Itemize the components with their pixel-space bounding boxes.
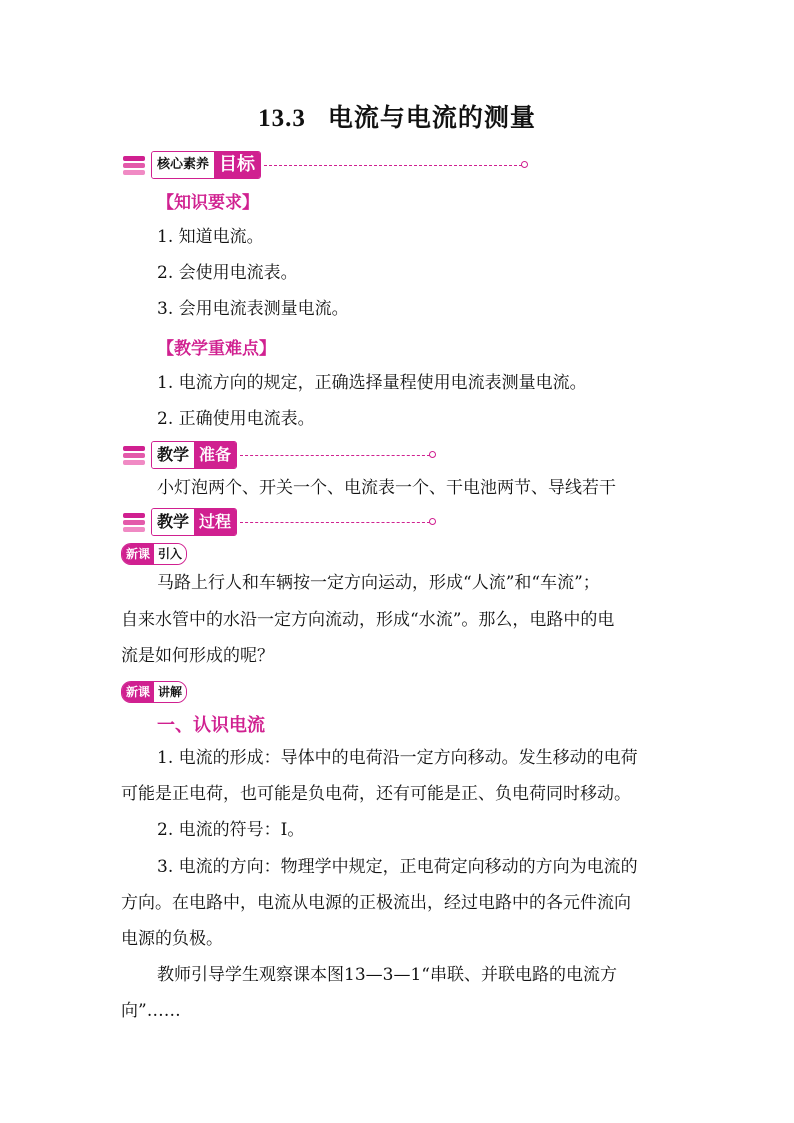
lecture-line: 2. 电流的符号：I。 [157, 820, 305, 840]
lecture-line: 向”…… [121, 1001, 181, 1021]
knowledge-heading: 【知识要求】 [157, 193, 259, 213]
lecture-line: 教师引导学生观察课本图13—3—1“串联、并联电路的电流方 [157, 965, 617, 985]
dashed-divider [264, 165, 522, 166]
dashed-divider [240, 522, 430, 523]
knowledge-item: 3. 会用电流表测量电流。 [157, 299, 349, 319]
intro-badge: 新课 引入 [121, 543, 187, 565]
lecture-badge: 新课 讲解 [121, 681, 187, 703]
prep-section-header [121, 440, 430, 470]
page-title [0, 98, 794, 134]
section-number: 13.3 [258, 105, 306, 132]
section-title: 电流与电流的测量 [327, 103, 536, 132]
lecture-line: 方向。在电路中，电流从电源的正极流出，经过电路中的各元件流向 [121, 893, 631, 913]
knowledge-item: 2. 会使用电流表。 [157, 263, 298, 283]
goals-section-header [121, 150, 522, 180]
lecture-line: 3. 电流的方向：物理学中规定，正电荷定向移动的方向为电流的 [157, 857, 638, 877]
book-icon [121, 444, 147, 466]
knowledge-item: 1. 知道电流。 [157, 227, 264, 247]
goals-tag: 核心素养 目标 [151, 151, 261, 179]
book-icon [121, 154, 147, 176]
key-points-heading: 【教学重难点】 [157, 339, 276, 359]
intro-paragraph-line: 自来水管中的水沿一定方向流动，形成“水流”。那么，电路中的电 [121, 610, 615, 630]
lecture-line: 1. 电流的形成：导体中的电荷沿一定方向移动。发生移动的电荷 [157, 748, 638, 768]
dashed-divider [240, 455, 430, 456]
lecture-heading: 一、认识电流 [157, 715, 265, 736]
intro-paragraph-line: 流是如何形成的呢？ [121, 646, 274, 666]
key-point-item: 2. 正确使用电流表。 [157, 409, 315, 429]
prep-tag: 教学 准备 [151, 441, 237, 469]
lecture-line: 可能是正电荷，也可能是负电荷，还有可能是正、负电荷同时移动。 [121, 784, 631, 804]
process-section-header [121, 507, 430, 537]
lecture-line: 电源的负极。 [121, 929, 223, 949]
intro-paragraph-line: 马路上行人和车辆按一定方向运动，形成“人流”和“车流”； [157, 573, 600, 593]
process-tag: 教学 过程 [151, 508, 237, 536]
book-icon [121, 511, 147, 533]
key-point-item: 1. 电流方向的规定，正确选择量程使用电流表测量电流。 [157, 373, 587, 393]
prep-materials: 小灯泡两个、开关一个、电流表一个、干电池两节、导线若干 [157, 478, 616, 498]
